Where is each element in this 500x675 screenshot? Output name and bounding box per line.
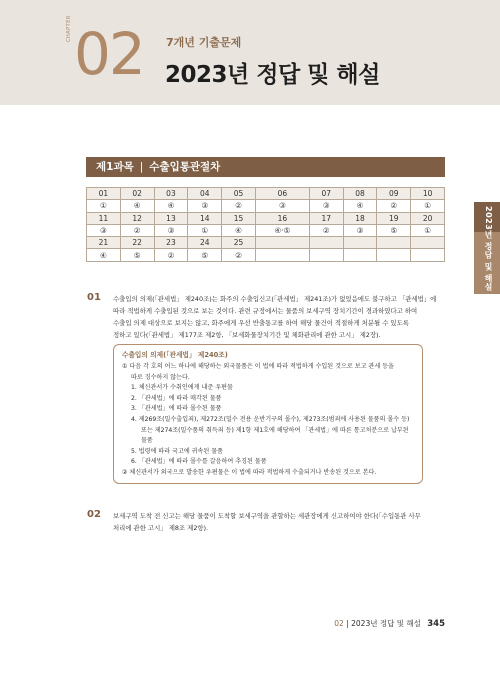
- question-number-cell: 20: [411, 212, 445, 224]
- page-number: 345: [427, 619, 445, 629]
- question-number-cell: 12: [120, 212, 154, 224]
- answer-cell: ④: [343, 200, 377, 212]
- chapter-label: CHAPTER: [66, 15, 72, 42]
- reference-line: 5. 법령에 따라 국고에 귀속된 물품: [131, 447, 224, 455]
- reference-line: 4. 제269조(밀수출입죄), 제272조(밀수 전용 운반기구의 몰수), 제273조(범죄에 사용된 물품의 몰수 등): [131, 415, 410, 423]
- reference-line: ② 체신관서가 외국으로 발송한 우편물은 이 법에 따라 적법하게 수출되거나 반송된 것으로 본다.: [122, 468, 377, 476]
- chapter-number: 02: [74, 20, 144, 88]
- answer-row: [87, 200, 445, 212]
- answer-cell: [377, 249, 411, 261]
- chapter-subtitle: 7개년 기출문제: [166, 36, 242, 49]
- question-number-cell: 22: [120, 237, 154, 249]
- reference-line: 6. 「관세법」에 따라 몰수를 갈음하여 추징된 물품: [131, 458, 267, 466]
- answer-cell: ①: [188, 224, 222, 236]
- reference-line: ① 다음 각 호의 어느 하나에 해당하는 외국물품은 이 법에 따라 적법하게 수입된 것으로 보고 관세 등을: [122, 363, 394, 370]
- question-number-cell: 25: [222, 237, 256, 249]
- answer-cell: ②: [222, 249, 256, 261]
- answer-cell: ①: [411, 200, 445, 212]
- question-number-cell: 17: [309, 212, 343, 224]
- answer-row: [87, 224, 445, 236]
- question-number-cell: 19: [377, 212, 411, 224]
- explanation-line: 수출입 의제 대상으로 보지는 않고, 화주에게 우선 반출통고를 하여 해당 물건이 적절하게 처분될 수 있도록: [113, 319, 409, 327]
- question-number-cell: [377, 237, 411, 249]
- answer-cell: ③: [309, 200, 343, 212]
- answer-row: [87, 249, 445, 261]
- page-footer: [334, 618, 445, 629]
- question-number-cell: 05: [222, 188, 256, 200]
- law-reference-box: [113, 344, 423, 484]
- question-number-cell: 07: [309, 188, 343, 200]
- question-number-cell: 14: [188, 212, 222, 224]
- answer-cell: [309, 249, 343, 261]
- question-explanation: [113, 510, 445, 534]
- answer-cell: ②: [154, 249, 188, 261]
- answer-cell: ①: [411, 224, 445, 236]
- question-number-row: [87, 237, 445, 249]
- side-tab-label: 2023년 정답 및 해설: [484, 206, 493, 292]
- footer-chapter: 02: [334, 619, 344, 628]
- question-explanation: [113, 293, 445, 341]
- answer-cell: [343, 249, 377, 261]
- subject-separator: |: [139, 161, 144, 173]
- answer-cell: ④·⑤: [255, 224, 309, 236]
- question-number: 02: [87, 509, 101, 520]
- explanation-line: 정하고 있다(「관세법」 제177조 제2항, 「보세화물장치기간 및 체화관리에 관한 고시」 제2장).: [113, 331, 381, 339]
- question-number-cell: 23: [154, 237, 188, 249]
- answer-cell: ③: [87, 224, 121, 236]
- question-number-cell: [309, 237, 343, 249]
- question-number-cell: 06: [255, 188, 309, 200]
- reference-line: 3. 「관세법」에 따라 몰수된 물품: [131, 405, 222, 413]
- answer-cell: ②: [309, 224, 343, 236]
- answer-cell: ③: [154, 224, 188, 236]
- reference-line: 따로 징수하지 않는다.: [131, 373, 190, 381]
- reference-line: 물품: [141, 437, 153, 445]
- question-number-cell: [411, 237, 445, 249]
- answer-cell: [255, 249, 309, 261]
- question-number-cell: 24: [188, 237, 222, 249]
- subject-label: 제1과목: [96, 161, 134, 173]
- reference-line: 1. 체신관서가 수취인에게 내준 우편물: [131, 384, 233, 392]
- subject-name: 수출입통관절차: [149, 161, 221, 173]
- answer-cell: ④: [222, 224, 256, 236]
- explanation-line: 처리에 관한 고시」 제8조 제2항).: [113, 524, 209, 532]
- answer-cell: ⑤: [188, 249, 222, 261]
- question-number-cell: [255, 237, 309, 249]
- answer-cell: ④: [154, 200, 188, 212]
- explanation-line: 보세구역 도착 전 신고는 해당 물품이 도착할 보세구역을 관할하는 세관장에게 신고하여야 한다(「수입통관 사무: [113, 512, 421, 520]
- reference-line: 또는 제274조(밀수품의 취득죄 등) 제1항 제1호에 해당하여 「관세법」에 따른 통고처분으로 납부된: [141, 426, 409, 434]
- answer-cell: ③: [188, 200, 222, 212]
- answer-table: [86, 187, 445, 262]
- answer-cell: ②: [222, 200, 256, 212]
- answer-cell: ②: [120, 224, 154, 236]
- answer-cell: [411, 249, 445, 261]
- question-number-cell: 08: [343, 188, 377, 200]
- footer-title: 2023년 정답 및 해설: [351, 619, 421, 628]
- question-number-cell: 21: [87, 237, 121, 249]
- question-number-cell: 13: [154, 212, 188, 224]
- subject-bar: [86, 157, 445, 177]
- question-number: 01: [87, 292, 101, 303]
- answer-cell: ⑤: [377, 224, 411, 236]
- question-number-cell: 02: [120, 188, 154, 200]
- explanation-line: 따라 적법하게 수출입된 것으로 보는 것이다. 관련 규정에서는 물품의 보세구역 장치기간이 경과하였다고 하여: [113, 307, 418, 315]
- answer-cell: ④: [87, 249, 121, 261]
- question-number-cell: 03: [154, 188, 188, 200]
- question-number-cell: 16: [255, 212, 309, 224]
- question-number-row: [87, 188, 445, 200]
- question-number-cell: 01: [87, 188, 121, 200]
- explanation-line: 수출입의 의제(「관세법」 제240조)는 화주의 수출입신고(「관세법」 제241조)가 없었음에도 불구하고 「관세법」에: [113, 295, 437, 303]
- reference-line: 2. 「관세법」에 따라 매각된 물품: [131, 394, 222, 402]
- answer-cell: ①: [87, 200, 121, 212]
- footer-separator: |: [346, 619, 349, 628]
- reference-title: 수출입의 의제(「관세법」 제240조): [122, 351, 228, 359]
- question-number-cell: 10: [411, 188, 445, 200]
- question-number-row: [87, 212, 445, 224]
- question-number-cell: 15: [222, 212, 256, 224]
- answer-cell: ③: [343, 224, 377, 236]
- question-number-cell: 18: [343, 212, 377, 224]
- answer-cell: ④: [120, 200, 154, 212]
- question-number-cell: 11: [87, 212, 121, 224]
- answer-cell: ⑤: [120, 249, 154, 261]
- question-number-cell: 09: [377, 188, 411, 200]
- question-number-cell: 04: [188, 188, 222, 200]
- chapter-header: [0, 0, 500, 105]
- answer-cell: ③: [255, 200, 309, 212]
- question-number-cell: [343, 237, 377, 249]
- answer-cell: ②: [377, 200, 411, 212]
- chapter-title: 2023년 정답 및 해설: [165, 62, 380, 88]
